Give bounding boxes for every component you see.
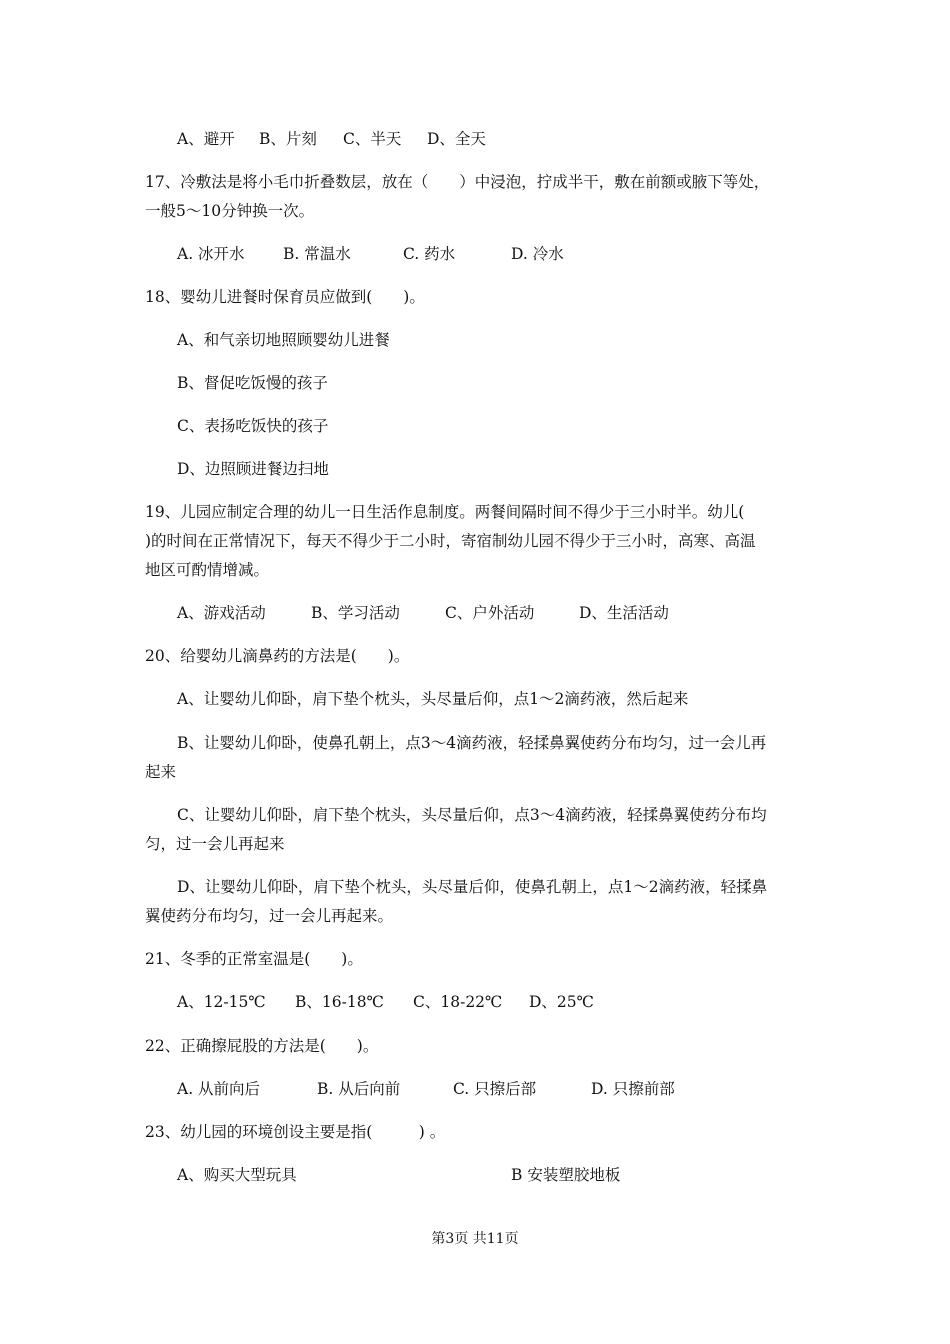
q21-option-a: A、12-15℃ — [177, 993, 266, 1011]
q21-option-c: C、18-22℃ — [413, 993, 503, 1011]
q18-option-d: D、边照顾进餐边扫地 — [177, 460, 329, 478]
q20-option-a: A、让婴幼儿仰卧，肩下垫个枕头，头尽量后仰，点1～2滴药液，然后起来 — [177, 690, 689, 708]
q19-stem-line2: )的时间在正常情况下，每天不得少于二小时，寄宿制幼儿园不得少于三小时，高寒、高温 — [145, 532, 756, 550]
page-footer: 第3页 共11页 — [431, 1231, 519, 1247]
q17-option-c: C. 药水 — [403, 245, 456, 263]
q21-option-d: D、25℃ — [529, 993, 594, 1011]
q19-stem-line1: 19、儿园应制定合理的幼儿一日生活作息制度。两餐间隔时间不得少于三小时半。幼儿( — [145, 503, 745, 521]
q22-option-c: C. 只擦后部 — [453, 1080, 537, 1098]
q16-option-b: B、片刻 — [259, 130, 317, 148]
q19-option-b: B、学习活动 — [311, 604, 400, 622]
q18-option-a: A、和气亲切地照顾婴幼儿进餐 — [177, 331, 390, 349]
q20-option-c-line1: C、让婴幼儿仰卧，肩下垫个枕头，头尽量后仰，点3～4滴药液，轻揉鼻翼使药分布均 — [177, 806, 767, 824]
q20-option-d-line1: D、让婴幼儿仰卧，肩下垫个枕头，头尽量后仰，使鼻孔朝上，点1～2滴药液，轻揉鼻 — [177, 878, 768, 896]
q23-option-b: B 安装塑胶地板 — [511, 1166, 621, 1184]
q21-stem: 21、冬季的正常室温是( )。 — [145, 950, 363, 968]
q20-option-c-line2: 匀，过一会儿再起来 — [145, 835, 285, 853]
q17-stem-line2: 一般5～10分钟换一次。 — [145, 202, 315, 220]
q22-option-d: D. 只擦前部 — [591, 1080, 675, 1098]
q19-option-a: A、游戏活动 — [177, 604, 266, 622]
q19-option-d: D、生活活动 — [579, 604, 669, 622]
q17-option-d: D. 冷水 — [511, 245, 564, 263]
q19-option-c: C、户外活动 — [445, 604, 535, 622]
q18-option-b: B、督促吃饭慢的孩子 — [177, 374, 328, 392]
q20-option-b-line2: 起来 — [145, 763, 177, 781]
q23-stem: 23、幼儿园的环境创设主要是指( ) 。 — [145, 1123, 446, 1141]
q22-option-b: B. 从后向前 — [317, 1080, 401, 1098]
q19-stem-line3: 地区可酌情增减。 — [145, 561, 270, 579]
q16-option-d: D、全天 — [427, 130, 486, 148]
q22-option-a: A. 从前向后 — [177, 1080, 261, 1098]
q23-option-a: A、购买大型玩具 — [177, 1166, 297, 1184]
q18-option-c: C、表扬吃饭快的孩子 — [177, 417, 329, 435]
q20-option-b-line1: B、让婴幼儿仰卧，使鼻孔朝上，点3～4滴药液，轻揉鼻翼使药分布均匀，过一会儿再 — [177, 734, 767, 752]
q17-option-a: A. 冰开水 — [177, 245, 245, 263]
q16-option-c: C、半天 — [343, 130, 402, 148]
q21-option-b: B、16-18℃ — [295, 993, 384, 1011]
q17-stem-line1: 17、冷敷法是将小毛巾折叠数层，放在（ ）中浸泡，拧成半干，敷在前额或腋下等处， — [145, 173, 770, 191]
q20-option-d-line2: 翼使药分布均匀，过一会儿再起来。 — [145, 907, 394, 925]
q20-stem: 20、给婴幼儿滴鼻药的方法是( )。 — [145, 647, 410, 665]
q16-option-a: A、避开 — [177, 130, 235, 148]
q18-stem: 18、婴幼儿进餐时保育员应做到( )。 — [145, 288, 425, 306]
q22-stem: 22、正确擦屁股的方法是( )。 — [145, 1037, 379, 1055]
q17-option-b: B. 常温水 — [283, 245, 351, 263]
